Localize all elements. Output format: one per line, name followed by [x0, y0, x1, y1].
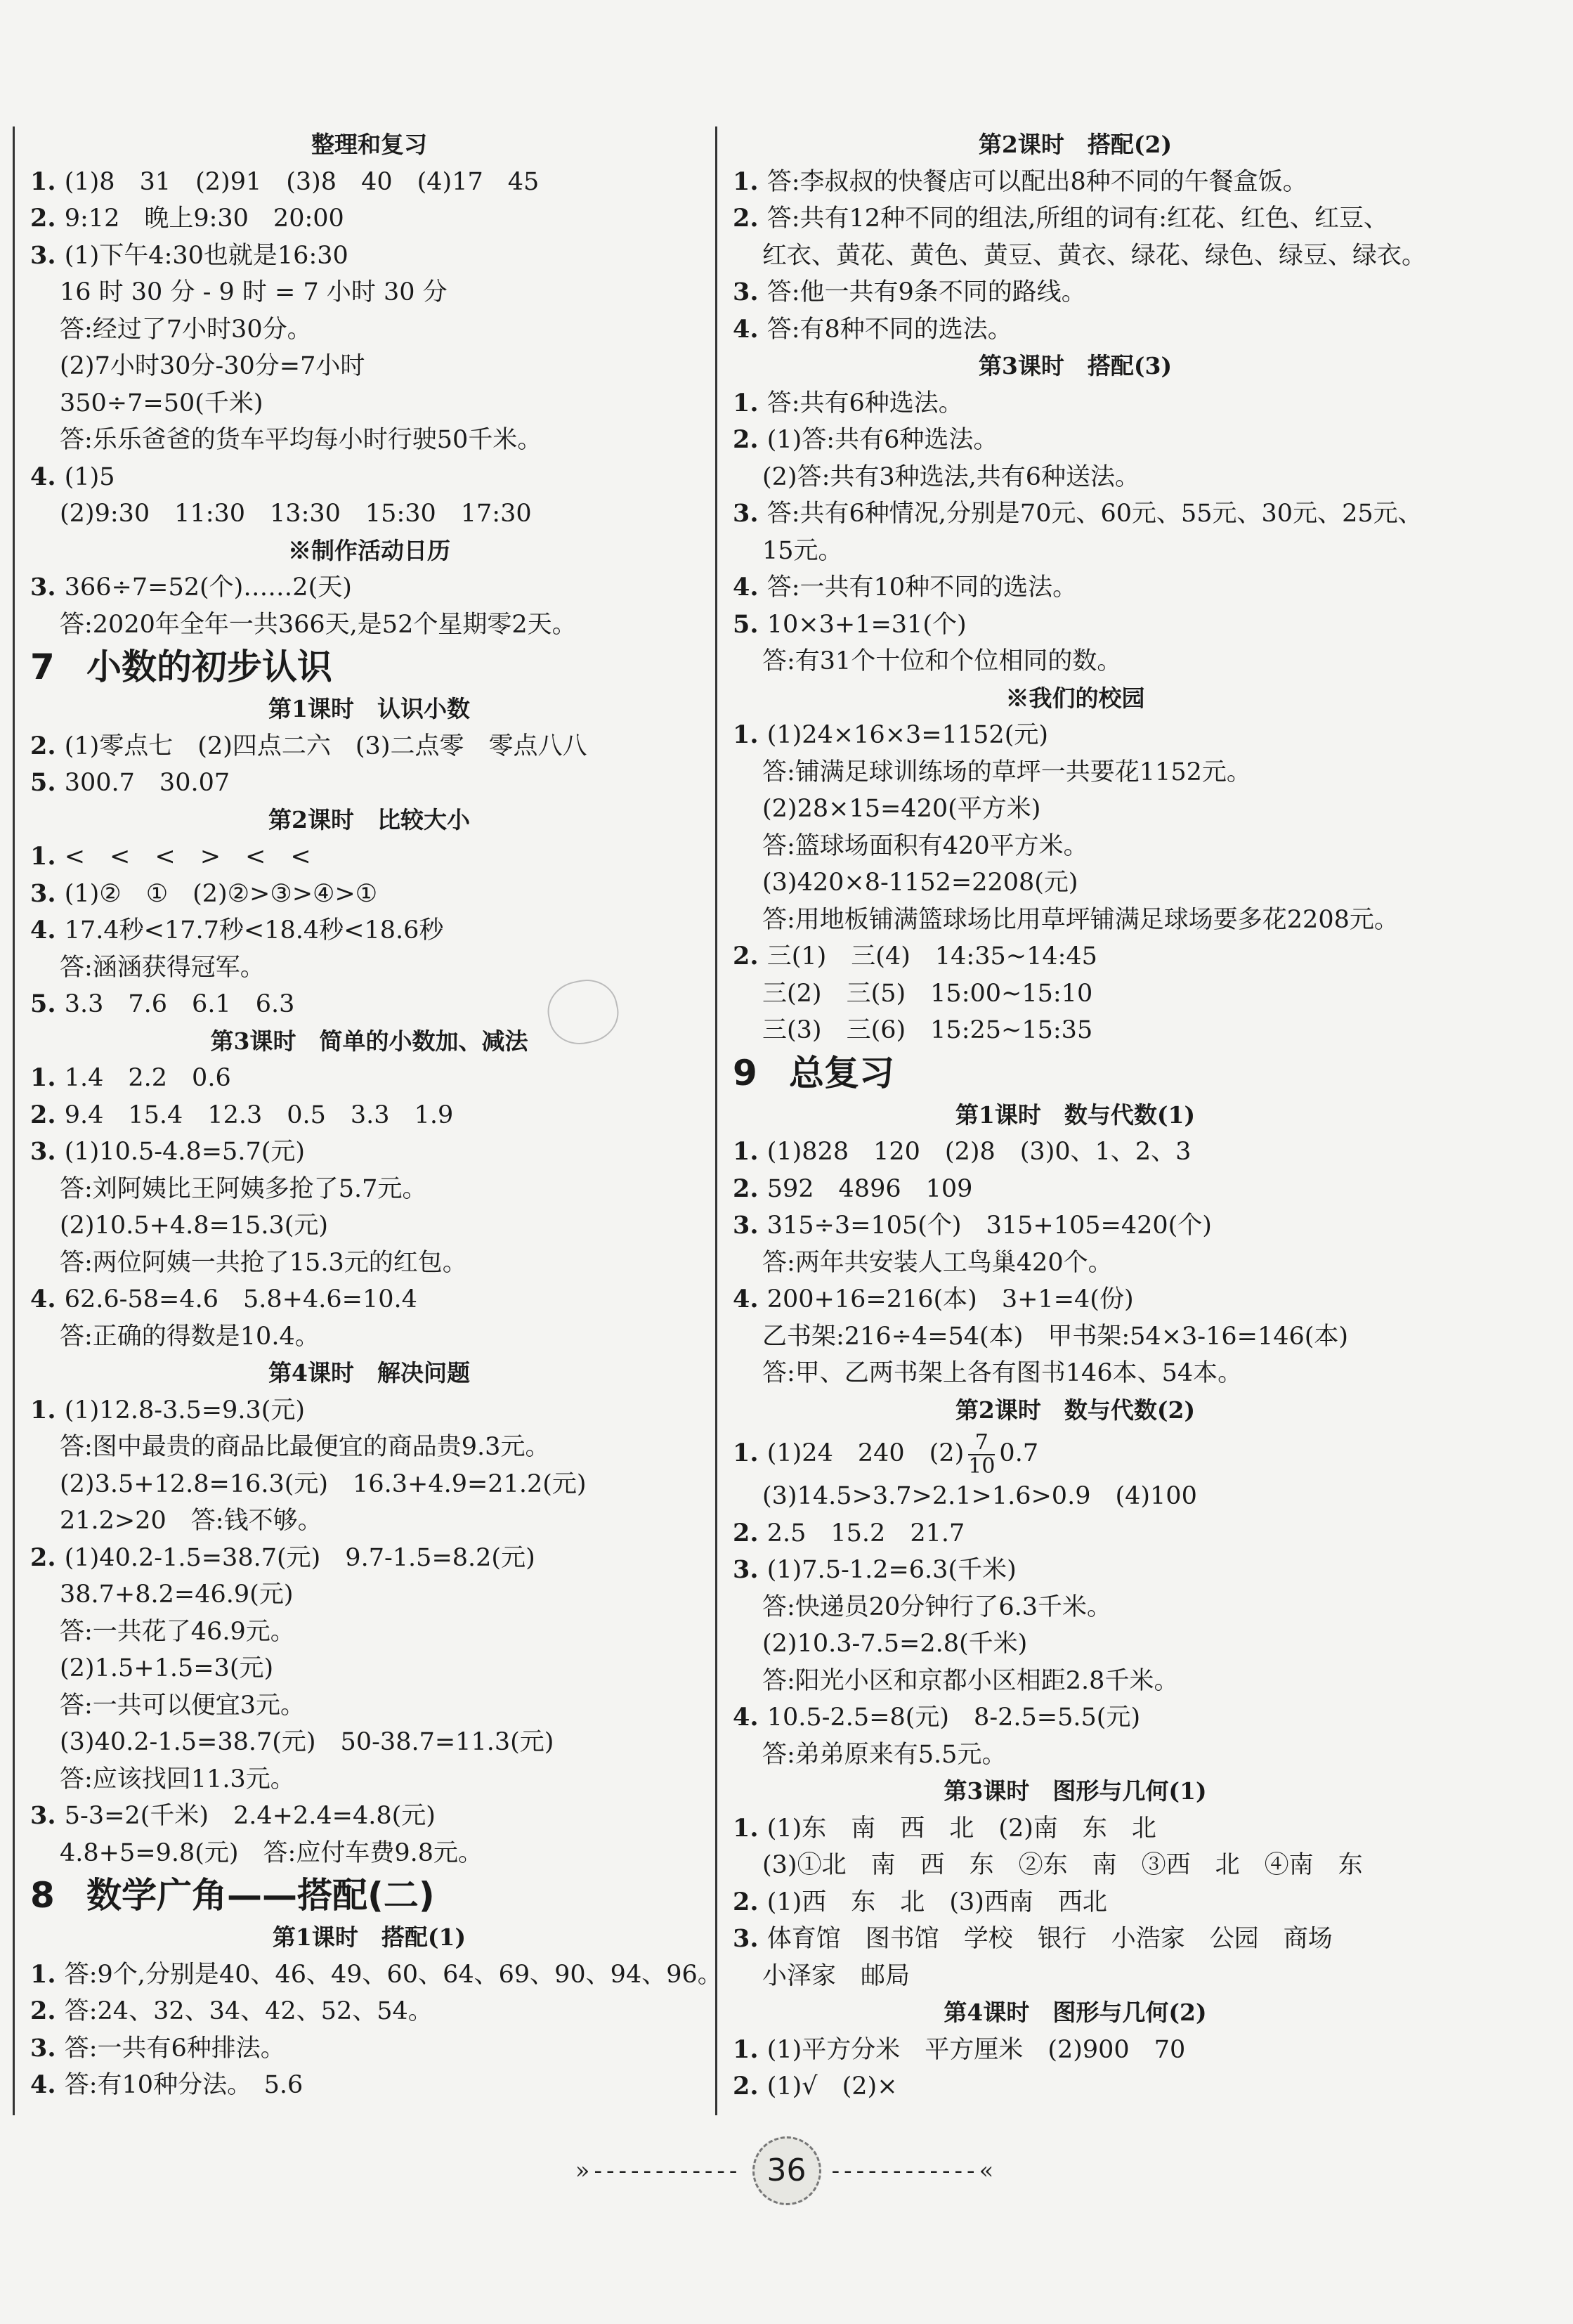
- answer-line: 3. (1)7.5-1.2=6.3(千米): [733, 1555, 1017, 1584]
- answer-line: 三(2) 三(5) 15:00~15:10: [762, 979, 1093, 1008]
- answer-line: 答:乐乐爸爸的货车平均每小时行驶50千米。: [60, 426, 542, 454]
- answer-line: 3. 体育馆 图书馆 学校 银行 小浩家 公园 商场: [733, 1924, 1333, 1953]
- answer-line: (2)3.5+12.8=16.3(元) 16.3+4.9=21.2(元): [60, 1469, 587, 1498]
- footer-ornament-left: »------------: [575, 2157, 742, 2185]
- answer-line: 4. (1)5: [30, 462, 115, 491]
- answer-line: (2)答:共有3种选法,共有6种送法。: [762, 462, 1140, 491]
- chapter-heading: 7 小数的初步认识: [30, 647, 332, 687]
- answer-line: (2)1.5+1.5=3(元): [60, 1654, 274, 1682]
- lesson-title: 第2课时 比较大小: [268, 805, 470, 833]
- lesson-title: 第1课时 数与代数(1): [955, 1101, 1196, 1129]
- lesson-title: 第3课时 搭配(3): [978, 352, 1173, 379]
- answer-line: (3)①北 南 西 东 ②东 南 ③西 北 ④南 东: [762, 1851, 1363, 1879]
- left-column: [13, 126, 722, 2115]
- lesson-title: 第1课时 搭配(1): [272, 1923, 466, 1951]
- answer-line: (3)14.5>3.7>2.1>1.6>0.9 (4)100: [762, 1482, 1197, 1510]
- answer-line: 4. 17.4秒<17.7秒<18.4秒<18.6秒: [30, 916, 444, 944]
- answer-line: 3. 315÷3=105(个) 315+105=420(个): [733, 1211, 1212, 1240]
- answer-line: 2. 答:共有12种不同的组法,所组的词有:红花、红色、红豆、: [733, 204, 1388, 233]
- answer-line: (3)420×8-1152=2208(元): [762, 869, 1078, 897]
- section-title: 整理和复习: [311, 131, 427, 158]
- answer-line: 答:甲、乙两书架上各有图书146本、54本。: [762, 1359, 1243, 1387]
- answer-line: 3. 5-3=2(千米) 2.4+2.4=4.8(元): [30, 1801, 436, 1830]
- answer-line: 2. (1)零点七 (2)四点二六 (3)二点零 零点八八: [30, 731, 587, 760]
- answer-line: 1. (1)12.8-3.5=9.3(元): [30, 1395, 306, 1424]
- answer-line: 3. 答:一共有6种排法。: [30, 2033, 285, 2063]
- answer-line: 1. (1)东 南 西 北 (2)南 东 北: [733, 1813, 1156, 1843]
- answer-line: 答:篮球场面积有420平方米。: [762, 831, 1088, 860]
- chapter-heading: 8 数学广角——搭配(二): [30, 1875, 435, 1916]
- answer-line: 5. 10×3+1=31(个): [733, 609, 967, 639]
- answer-line: 答:有31个十位和个位相同的数。: [762, 647, 1122, 675]
- answer-line: 答:快递员20分钟行了6.3千米。: [762, 1592, 1111, 1621]
- right-column: [715, 126, 1427, 2115]
- answer-line: 5. 3.3 7.6 6.1 6.3: [30, 989, 295, 1018]
- answer-line: 1. (1)平方分米 平方厘米 (2)900 70: [733, 2034, 1186, 2064]
- answer-line: 4. 答:有8种不同的选法。: [733, 314, 1012, 344]
- answer-line: 答:一共花了46.9元。: [60, 1617, 295, 1646]
- answer-line: 15元。: [762, 536, 843, 565]
- answer-line: 3. (1)② ① (2)②>③>④>①: [30, 878, 378, 908]
- answer-line: 答:一共可以便宜3元。: [60, 1691, 306, 1720]
- answer-line: 2. 三(1) 三(4) 14:35~14:45: [733, 942, 1097, 971]
- answer-line: (3)40.2-1.5=38.7(元) 50-38.7=11.3(元): [60, 1728, 554, 1756]
- answer-line: 答:两年共安装人工鸟巢420个。: [762, 1248, 1113, 1277]
- answer-line: 答:涵涵获得冠军。: [60, 953, 265, 982]
- footer-ornament-right: ------------«: [831, 2157, 998, 2185]
- answer-line: 1. < < < > < <: [30, 842, 311, 871]
- answer-line: 4. 答:一共有10种不同的选法。: [733, 573, 1078, 602]
- lesson-title: 第4课时 解决问题: [268, 1359, 470, 1387]
- answer-line: 答:经过了7小时30分。: [60, 315, 312, 344]
- answer-line: 4. 答:有10种分法。 5.6: [30, 2070, 303, 2099]
- answer-line: 红衣、黄花、黄色、黄豆、黄衣、绿花、绿色、绿豆、绿衣。: [762, 241, 1427, 270]
- page-number: 36: [752, 2136, 821, 2205]
- answer-line: 1. 答:共有6种选法。: [733, 388, 963, 417]
- answer-line: 答:铺满足球训练场的草坪一共要花1152元。: [762, 758, 1251, 786]
- answer-line: 答:正确的得数是10.4。: [60, 1322, 320, 1351]
- answer-line: 3. 答:共有6种情况,分别是70元、60元、55元、30元、25元、: [733, 499, 1423, 528]
- answer-line: 4. 200+16=216(本) 3+1=4(份): [733, 1285, 1134, 1313]
- chapter-heading: 9 总复习: [733, 1052, 894, 1093]
- answer-line: 2. 9:12 晚上9:30 20:00: [30, 204, 344, 233]
- fraction: $\frac{7}{10}$: [968, 1429, 996, 1479]
- answer-line: (2)28×15=420(平方米): [762, 795, 1041, 823]
- answer-line: 1. (1)24×16×3=1152(元): [733, 720, 1049, 749]
- answer-line: 2. 2.5 15.2 21.7: [733, 1518, 965, 1547]
- lesson-title: 第2课时 搭配(2): [978, 131, 1173, 158]
- answer-line: 2. 答:24、32、34、42、52、54。: [30, 1997, 433, 2025]
- lesson-title: 第3课时 图形与几何(1): [944, 1777, 1207, 1805]
- answer-line: 5. 300.7 30.07: [30, 768, 230, 797]
- answer-line: 三(3) 三(6) 15:25~15:35: [762, 1016, 1093, 1044]
- answer-line: 1. 1.4 2.2 0.6: [30, 1063, 231, 1092]
- lesson-title: 第2课时 数与代数(2): [955, 1396, 1196, 1424]
- answer-line: 1. (1)828 120 (2)8 (3)0、1、2、3: [733, 1137, 1192, 1166]
- answer-line: 4. 10.5-2.5=8(元) 8-2.5=5.5(元): [733, 1703, 1141, 1732]
- answer-line: 答:2020年全年一共366天,是52个星期零2天。: [60, 610, 577, 639]
- answer-line: 38.7+8.2=46.9(元): [60, 1580, 294, 1609]
- answer-line: 答:刘阿姨比王阿姨多抢了5.7元。: [60, 1174, 427, 1203]
- answer-line: 21.2>20 答:钱不够。: [60, 1507, 322, 1535]
- answer-line: 2. 9.4 15.4 12.3 0.5 3.3 1.9: [30, 1100, 454, 1129]
- answer-line: 答:应该找回11.3元。: [60, 1765, 295, 1793]
- answer-line: 350÷7=50(千米): [60, 389, 263, 417]
- answer-line: 答:用地板铺满篮球场比用草坪铺满足球场要多花2208元。: [762, 905, 1399, 934]
- answer-line: 2. (1)西 东 北 (3)西南 西北: [733, 1887, 1107, 1916]
- answer-line: 3. 366÷7=52(个)……2(天): [30, 573, 352, 602]
- answer-line: (2)10.3-7.5=2.8(千米): [762, 1630, 1028, 1658]
- answer-line: 2. 592 4896 109: [733, 1174, 973, 1203]
- answer-line: 1. 答:李叔叔的快餐店可以配出8种不同的午餐盒饭。: [733, 167, 1307, 196]
- answer-line: (2)7小时30分-30分=7小时: [60, 352, 365, 380]
- answer-line: 3. (1)10.5-4.8=5.7(元): [30, 1137, 306, 1166]
- answer-line: 4.8+5=9.8(元) 答:应付车费9.8元。: [60, 1838, 483, 1867]
- answer-line: 2. (1)答:共有6种选法。: [733, 425, 998, 454]
- answer-line: 2. (1)40.2-1.5=38.7(元) 9.7-1.5=8.2(元): [30, 1543, 535, 1572]
- answer-line: 1. (1)24 240 (2) $\frac{7}{10}$ 0.7: [733, 1429, 1039, 1479]
- answer-line: 4. 62.6-58=4.6 5.8+4.6=10.4: [30, 1285, 417, 1313]
- answer-line: (2)9:30 11:30 13:30 15:30 17:30: [60, 500, 532, 528]
- lesson-title: 第4课时 图形与几何(2): [944, 1999, 1207, 2026]
- answer-line: 答:图中最贵的商品比最便宜的商品贵9.3元。: [60, 1433, 550, 1461]
- answer-line: 1. (1)8 31 (2)91 (3)8 40 (4)17 45: [30, 167, 540, 196]
- answer-line: (2)10.5+4.8=15.3(元): [60, 1212, 329, 1240]
- answer-line: 乙书架:216÷4=54(本) 甲书架:54×3-16=146(本): [762, 1322, 1349, 1351]
- lesson-title: 第1课时 认识小数: [268, 695, 470, 722]
- answer-line: 答:阳光小区和京都小区相距2.8千米。: [762, 1666, 1179, 1695]
- answer-line: 3. (1)下午4:30也就是16:30: [30, 240, 348, 270]
- section-title: ※制作活动日历: [288, 536, 450, 564]
- section-title: ※我们的校园: [1005, 684, 1145, 712]
- page-footer: [0, 2136, 1573, 2205]
- answer-line: 答:两位阿姨一共抢了15.3元的红包。: [60, 1248, 467, 1277]
- answer-line: 2. (1)√ (2)×: [733, 2072, 898, 2101]
- answer-line: 16 时 30 分 - 9 时 = 7 小时 30 分: [60, 278, 448, 306]
- answer-line: 答:弟弟原来有5.5元。: [762, 1740, 1007, 1769]
- answer-line: 1. 答:9个,分别是40、46、49、60、64、69、90、94、96。: [30, 1959, 722, 1989]
- answer-line: 小泽家 邮局: [762, 1961, 910, 1990]
- answer-line: 3. 答:他一共有9条不同的路线。: [733, 278, 1086, 306]
- lesson-title: 第3课时 简单的小数加、减法: [210, 1027, 528, 1055]
